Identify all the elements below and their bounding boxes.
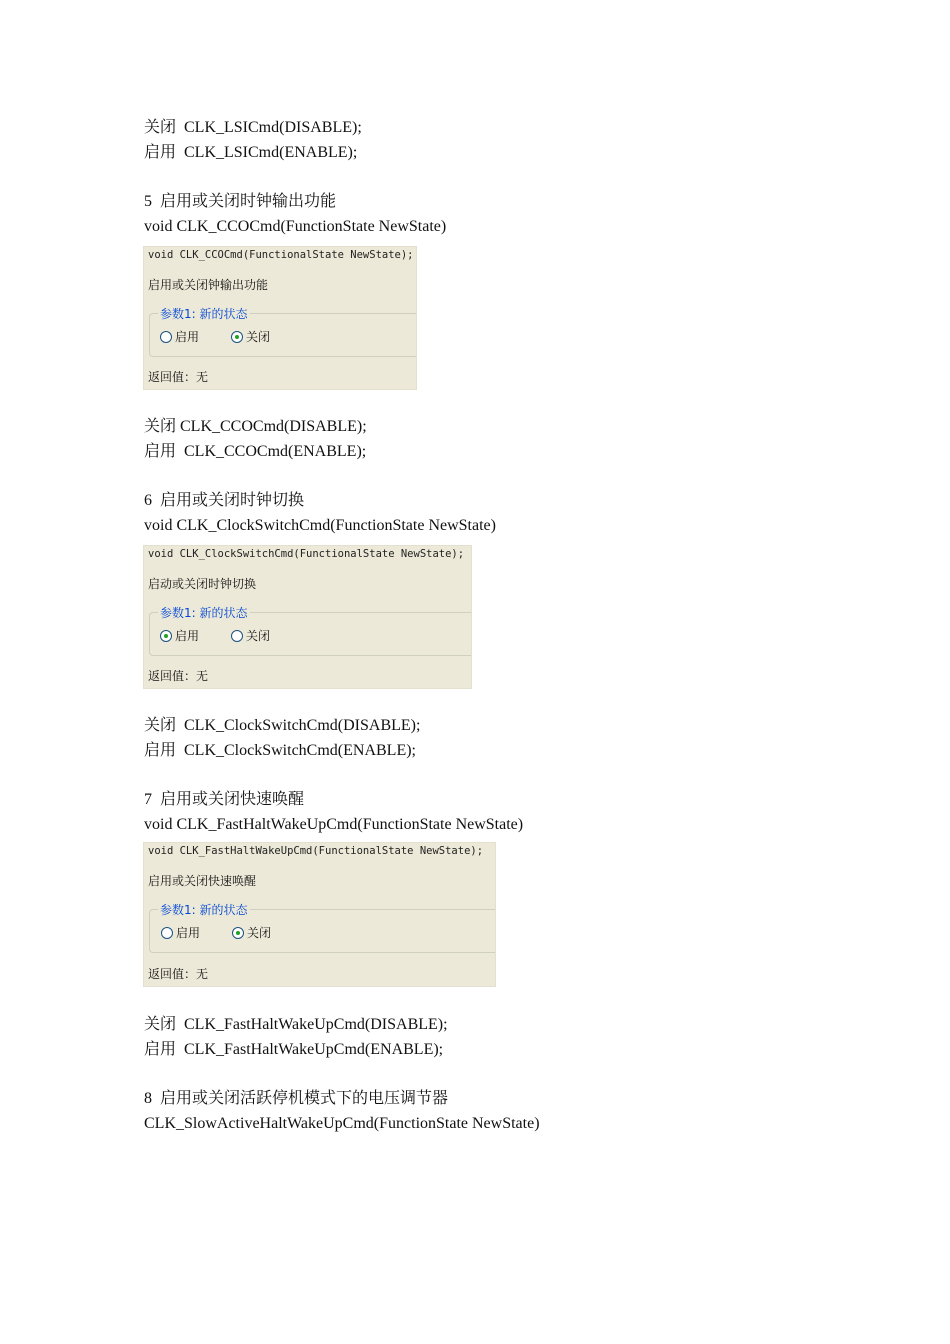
enable-radio-label: 启用	[175, 629, 200, 643]
panel-description: 启用或关闭快速唤醒	[148, 874, 257, 888]
parameter-group	[149, 606, 472, 656]
section-heading: 5 启用或关闭时钟输出功能	[144, 193, 337, 210]
disable-radio-option[interactable]	[231, 627, 270, 644]
enable-line: 启用 CLK_FastHaltWakeUpCmd(ENABLE);	[144, 1041, 444, 1058]
return-value-label: 返回值：无	[148, 669, 209, 683]
enable-line: 启用 CLK_CCOCmd(ENABLE);	[144, 443, 367, 460]
section-heading: 8 启用或关闭活跃停机模式下的电压调节器	[144, 1090, 449, 1107]
radio-checked-icon[interactable]	[232, 927, 244, 939]
disable-line: 关闭 CLK_ClockSwitchCmd(DISABLE);	[144, 717, 421, 734]
function-panel	[143, 842, 496, 987]
parameter-group-label: 参数1: 新的状态	[160, 307, 248, 321]
disable-radio-option[interactable]	[232, 924, 271, 941]
panel-signature: void CLK_ClockSwitchCmd(FunctionalState NewState);	[148, 548, 465, 560]
function-prototype: void CLK_CCOCmd(FunctionState NewState)	[144, 218, 447, 235]
enable-radio-option[interactable]	[160, 328, 199, 345]
enable-line: 启用 CLK_LSICmd(ENABLE);	[144, 144, 358, 161]
panel-signature: void CLK_FastHaltWakeUpCmd(FunctionalState NewState);	[148, 845, 484, 857]
enable-radio-label: 启用	[175, 330, 200, 344]
function-prototype: void CLK_ClockSwitchCmd(FunctionState NewState)	[144, 517, 496, 534]
enable-radio-option[interactable]	[161, 924, 200, 941]
section-heading: 6 启用或关闭时钟切换	[144, 492, 305, 509]
radio-unchecked-icon[interactable]	[160, 331, 172, 343]
parameter-group-label: 参数1: 新的状态	[160, 903, 248, 917]
return-value-label: 返回值：无	[148, 370, 209, 384]
enable-radio-label: 启用	[176, 926, 201, 940]
parameter-group	[149, 307, 417, 357]
radio-checked-icon[interactable]	[231, 331, 243, 343]
radio-checked-icon[interactable]	[160, 630, 172, 642]
disable-radio-label: 关闭	[246, 330, 271, 344]
panel-description: 启用或关闭钟输出功能	[148, 278, 269, 292]
panel-signature: void CLK_CCOCmd(FunctionalState NewState);	[148, 249, 414, 261]
disable-line: 关闭 CLK_LSICmd(DISABLE);	[144, 119, 362, 136]
enable-line: 启用 CLK_ClockSwitchCmd(ENABLE);	[144, 742, 416, 759]
disable-line: 关闭 CLK_CCOCmd(DISABLE);	[144, 418, 367, 435]
function-panel	[143, 246, 417, 390]
function-prototype: CLK_SlowActiveHaltWakeUpCmd(FunctionState NewState)	[144, 1115, 540, 1132]
disable-line: 关闭 CLK_FastHaltWakeUpCmd(DISABLE);	[144, 1016, 448, 1033]
return-value-label: 返回值：无	[148, 967, 209, 981]
radio-unchecked-icon[interactable]	[161, 927, 173, 939]
section-heading: 7 启用或关闭快速唤醒	[144, 791, 305, 808]
disable-radio-label: 关闭	[246, 629, 271, 643]
function-prototype: void CLK_FastHaltWakeUpCmd(FunctionState NewState)	[144, 816, 524, 833]
function-panel	[143, 545, 472, 689]
radio-unchecked-icon[interactable]	[231, 630, 243, 642]
parameter-group-label: 参数1: 新的状态	[160, 606, 248, 620]
enable-radio-option[interactable]	[160, 627, 199, 644]
parameter-group	[149, 903, 496, 953]
disable-radio-option[interactable]	[231, 328, 270, 345]
disable-radio-label: 关闭	[247, 926, 272, 940]
panel-description: 启动或关闭时钟切换	[148, 577, 257, 591]
